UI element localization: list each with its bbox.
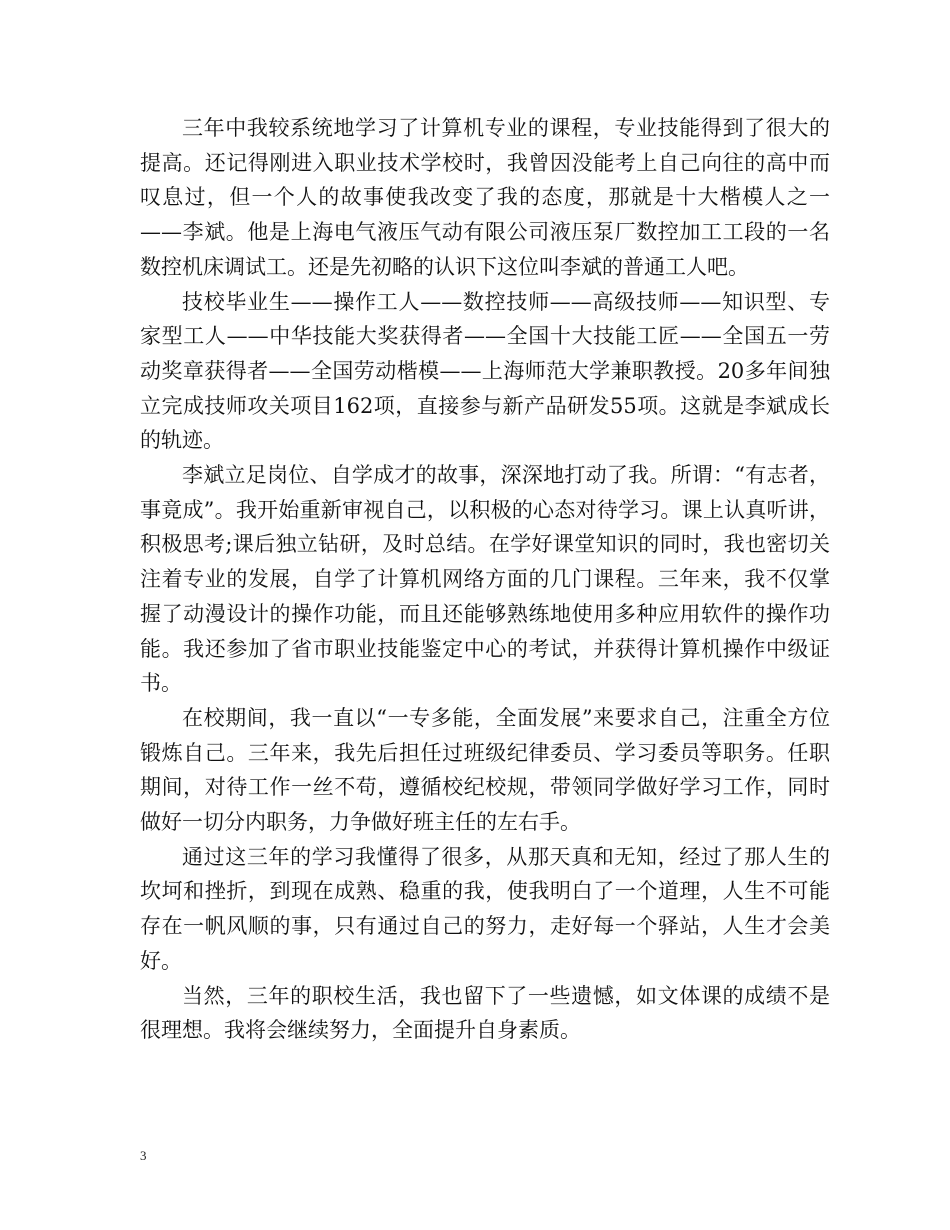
paragraph-1: 三年中我较系统地学习了计算机专业的课程，专业技能得到了很大的提高。还记得刚进入职业技术学校时，我曾因没能考上自己向往的高中而叹息过，但一个人的故事使我改变了我的态度，那就是十大楷模人之一——李斌。他是上海电气液压气动有限公司液压泵厂数控加工工段的一名数控机床调试工。还是先初略的认识下这位叫李斌的普通工人吧。	[140, 116, 830, 279]
paragraph-2: 技校毕业生——操作工人——数控技师——高级技师——知识型、专家型工人——中华技能大奖获得者——全国十大技能工匠——全国五一劳动奖章获得者——全国劳动楷模——上海师范大学兼职教授。20多年间独立完成技师攻关项目162项，直接参与新产品研发55项。这就是李斌成长的轨迹。	[140, 289, 830, 453]
paragraph-5: 通过这三年的学习我懂得了很多，从那天真和无知，经过了那人生的坎坷和挫折，到现在成熟、稳重的我，使我明白了一个道理，人生不可能存在一帆风顺的事，只有通过自己的努力，走好每一个驿站，人生才会美好。	[140, 844, 830, 973]
document-body	[140, 111, 830, 1048]
paragraph-4: 在校期间，我一直以“一专多能，全面发展”来要求自己，注重全方位锻炼自己。三年来，我先后担任过班级纪律委员、学习委员等职务。任职期间，对待工作一丝不苟，遵循校纪校规，带领同学做好学习工作，同时做好一切分内职务，力争做好班主任的左右手。	[140, 705, 830, 835]
paragraph-3: 李斌立足岗位、自学成才的故事，深深地打动了我。所谓：“有志者，事竟成”。我开始重新审视自己，以积极的心态对待学习。课上认真听讲，积极思考;课后独立钻研，及时总结。在学好课堂知识的同时，我也密切关注着专业的发展，自学了计算机网络方面的几门课程。三年来，我不仅掌握了动漫设计的操作功能，而且还能够熟练地使用多种应用软件的操作功能。我还参加了省市职业技能鉴定中心的考试，并获得计算机操作中级证书。	[140, 463, 830, 696]
paragraph-6: 当然，三年的职校生活，我也留下了一些遗憾，如文体课的成绩不是很理想。我将会继续努力，全面提升自身素质。	[140, 983, 830, 1043]
page-number: 3	[140, 1148, 147, 1163]
